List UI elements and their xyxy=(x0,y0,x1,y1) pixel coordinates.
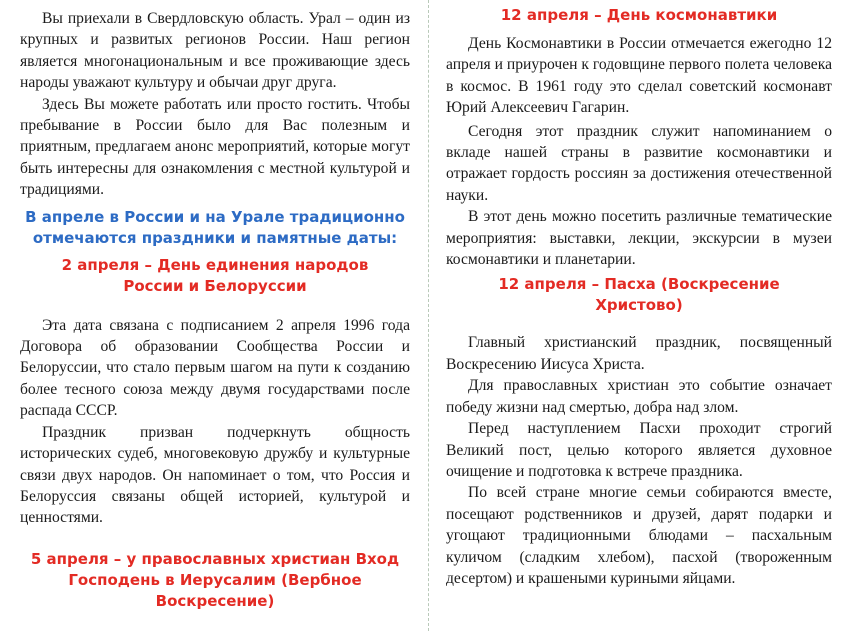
cosmonautics-paragraph-2: Сегодня этот праздник служит напоминанием о вкладе нашей страны в развитие космонавтики и отражает гордость россиян за достижения отечественной науки. xyxy=(446,122,832,204)
left-column xyxy=(20,0,410,612)
cosmonautics-day-heading: 12 апреля – День космонавтики xyxy=(500,6,778,24)
intro-paragraph-1: Вы приехали в Свердловскую область. Урал – один из крупных и развитых регионов России. Наш регион является многонациональным и все проживающие здесь народы уважают культуру и обычаи друг друга. xyxy=(20,10,410,92)
easter-paragraph-2: Для православных христиан это событие означает победу жизни над смертью, добра над злом. xyxy=(446,377,832,416)
april-2-paragraph-1: Эта дата связана с подписанием 2 апреля 1996 года Договора об образовании Сообщества России и Белоруссии, что стало первым шагом на пути к созданию более тесного союза между двумя государствами после распада СССР. xyxy=(20,316,410,420)
right-column xyxy=(446,0,832,589)
cosmonautics-paragraph-3: В этот день можно посетить различные тематические мероприятия: выставки, лекции, экскурсии в музеи космонавтики и планетарии. xyxy=(446,208,832,269)
easter-paragraph-3: Перед наступлением Пасхи проходит строгий Великий пост, целью которого является духовное очищение и подготовка к встрече праздника. xyxy=(446,420,832,480)
easter-paragraph-1: Главный христианский праздник, посвященный Воскресению Иисуса Христа. xyxy=(446,334,832,373)
april-2-paragraph-2: Праздник призван подчеркнуть общность исторических судеб, многовековую дружбу и культурные связи двух народов. Он напоминает о том, что Россия и Белоруссия связаны общей историей, культурой и ценностями. xyxy=(20,423,410,527)
april-5-heading: 5 апреля – у православных христиан Вход Господень в Иерусалим (Вербное Воскресение) xyxy=(30,549,400,610)
easter-paragraph-4: По всей стране многие семьи собираются вместе, посещают родственников и друзей, дарят подарки и угощают традиционными блюдами – пасхальным куличом (сладким хлебом), пасхой (твороженным десертом) и крашеными куриными яйцами. xyxy=(446,484,832,587)
cosmonautics-paragraph-1: День Космонавтики в России отмечается ежегодно 12 апреля и приурочен к годовщине первого полета человека в космос. В 1961 году это сделал советский космонавт Юрий Алексеевич Гагарин. xyxy=(446,35,832,117)
intro-paragraph-2: Здесь Вы можете работать или просто гостить. Чтобы пребывание в России было для Вас полезным и приятным, предлагаем анонс мероприятий, которые могут быть интересны для ознакомления с местной культурой и традициями. xyxy=(20,95,410,199)
april-2-heading: 2 апреля – День единения народов России и Белоруссии xyxy=(61,255,369,295)
april-holidays-heading: В апреле в России и на Урале традиционно отмечаются праздники и памятные даты: xyxy=(25,207,405,247)
easter-heading: 12 апреля – Пасха (Воскресение Христово) xyxy=(498,275,780,315)
column-divider xyxy=(428,0,429,631)
